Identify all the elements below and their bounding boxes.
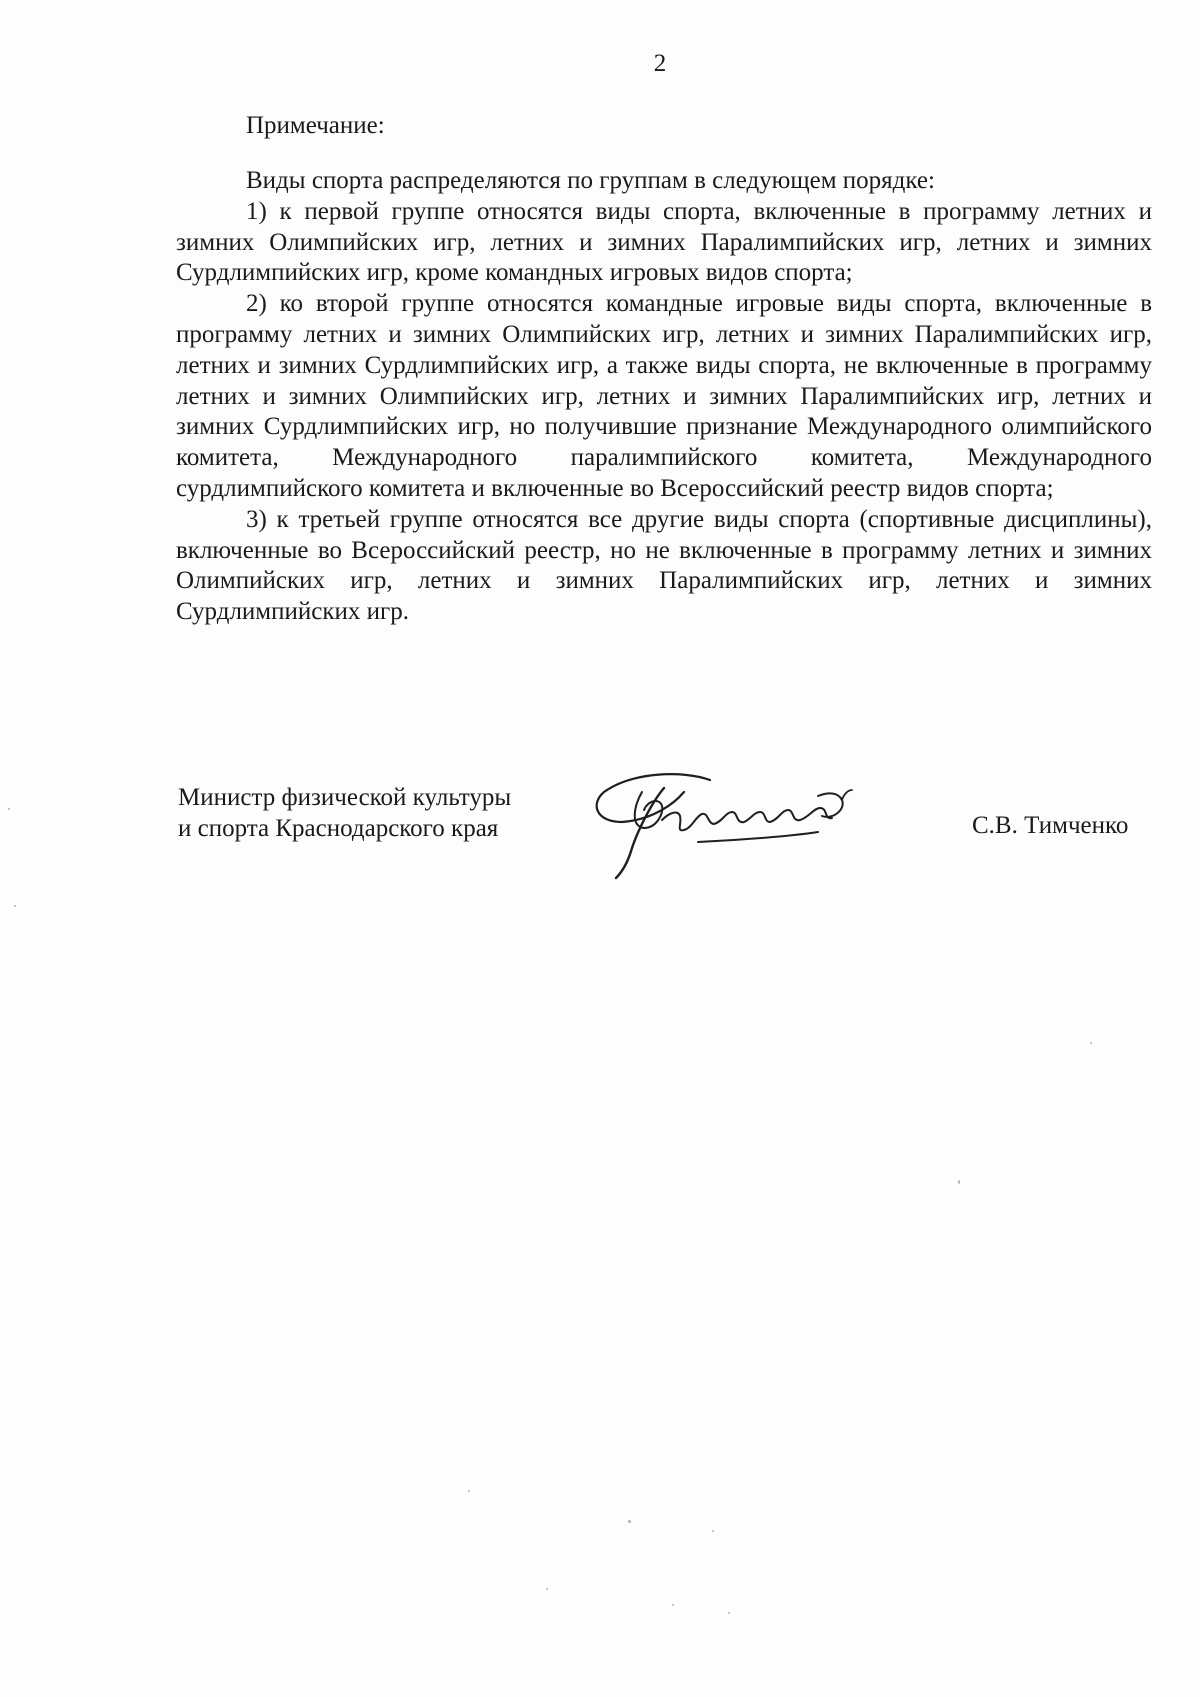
signatory-position	[178, 782, 511, 844]
scan-speck	[468, 1490, 470, 1492]
note-item-3: 3) к третьей группе относятся все другие виды спорта (спортивные дисциплины), включенные во Всероссийский реестр, но не включенные в программу летних и зимних Олимпийских игр, летних и зимних Паралимпийских игр, летних и зимних Сурдлимпийских игр.	[176, 505, 1152, 626]
note-body	[176, 166, 1152, 628]
note-intro: Виды спорта распределяются по группам в следующем порядке:	[246, 167, 935, 194]
handwritten-signature	[592, 770, 892, 880]
note-heading: Примечание:	[246, 112, 385, 139]
signatory-name: С.В. Тимченко	[972, 812, 1129, 839]
note-item-2: 2) ко второй группе относятся командные игровые виды спорта, включенные в программу летних и зимних Олимпийских игр, летних и зимних Паралимпийских игр, летних и зимних Сурдлимпийских игр, а также виды спорта, не включенные в программу летних и зимних Олимпийских игр, летних и зимних Паралимпийских игр, летних и зимних Сурдлимпийских игр, но получившие признание Международного олимпийского комитета, Международного паралимпийского комитета, Международного сурдлимпийского комитета и включенные во Всероссийский реестр видов спорта;	[176, 290, 1152, 502]
signatory-position-line-2: и спорта Краснодарского края	[178, 815, 499, 842]
scan-speck	[712, 1530, 714, 1532]
note-item-1: 1) к первой группе относятся виды спорта, включенные в программу летних и зимних Олимпийских игр, летних и зимних Паралимпийских игр, летних и зимних Сурдлимпийских игр, кроме командных игровых видов спорта;	[176, 197, 1152, 287]
scan-speck	[14, 905, 16, 907]
scan-speck	[728, 1612, 730, 1614]
scan-speck	[672, 1604, 674, 1606]
signatory-position-line-1: Министр физической культуры	[178, 784, 512, 811]
scan-speck	[546, 1588, 548, 1590]
scan-speck	[958, 1180, 960, 1184]
scan-speck	[8, 808, 10, 810]
scan-speck	[628, 1520, 631, 1523]
scan-speck	[1090, 1042, 1092, 1044]
page-number: 2	[653, 50, 667, 77]
